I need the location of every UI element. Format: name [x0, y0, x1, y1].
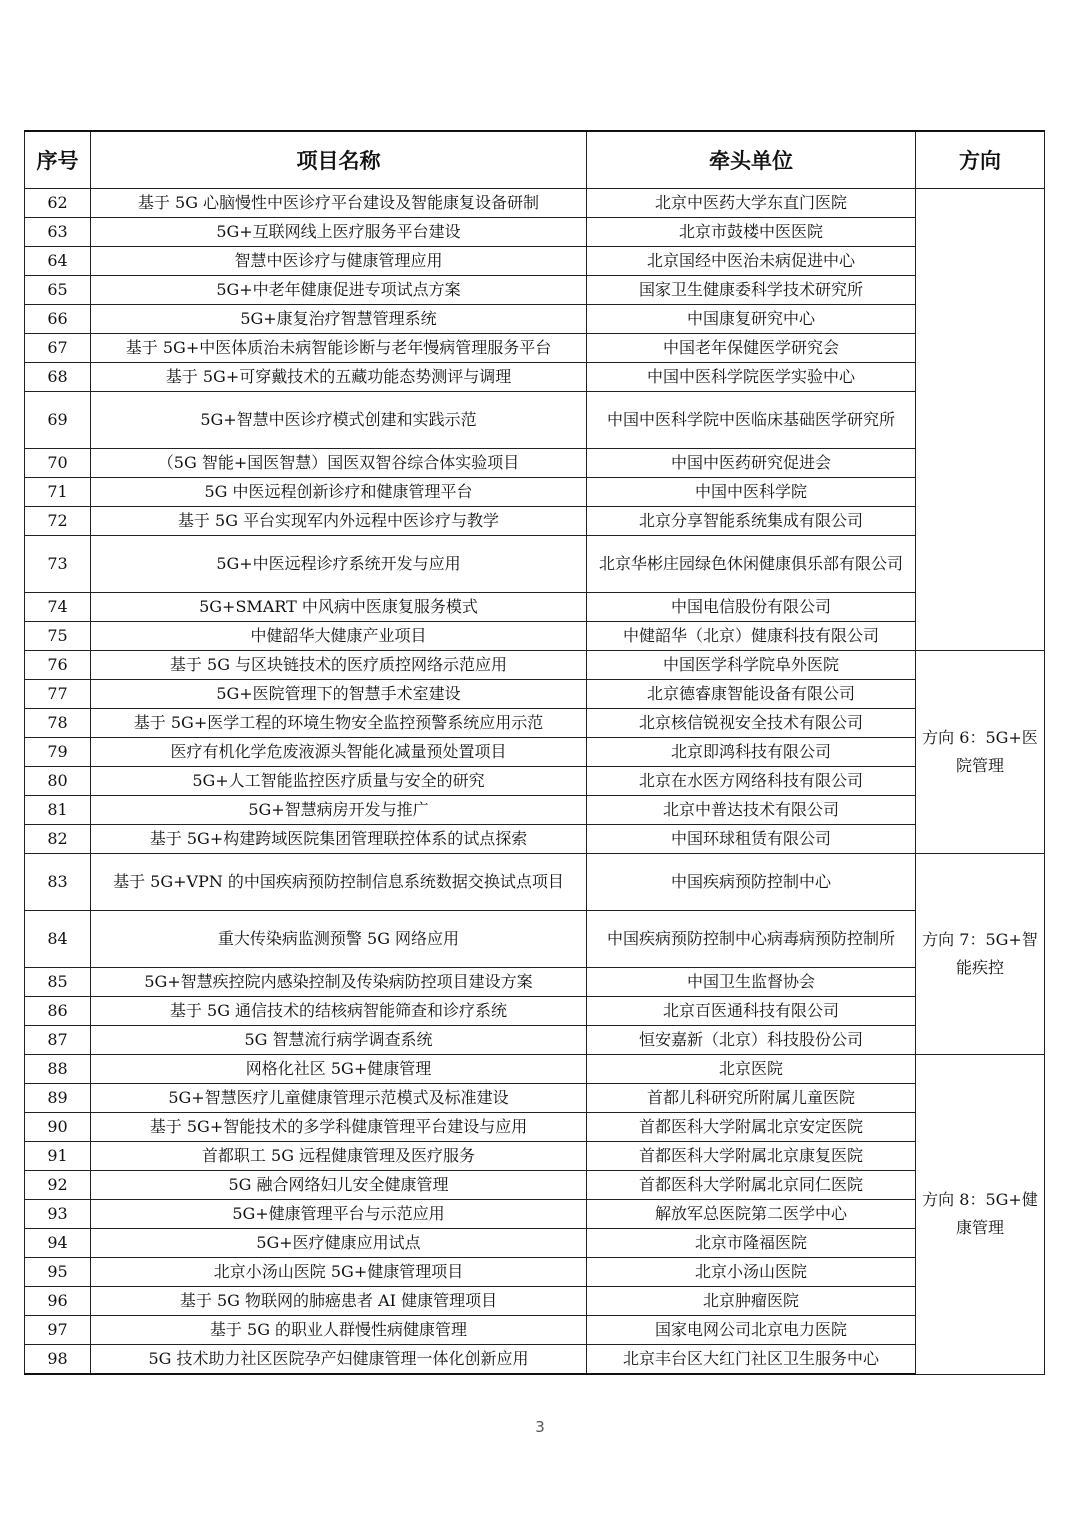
lead-unit: 北京中医药大学东直门医院: [587, 189, 916, 218]
table-row: [25, 767, 1045, 796]
table-row: [25, 276, 1045, 305]
lead-unit: 国家卫生健康委科学技术研究所: [587, 276, 916, 305]
project-name: 5G 智慧流行病学调查系统: [91, 1026, 587, 1055]
table-row: [25, 1113, 1045, 1142]
project-name: 5G+医院管理下的智慧手术室建设: [91, 680, 587, 709]
row-number: 98: [25, 1345, 91, 1375]
lead-unit: 中国中医科学院医学实验中心: [587, 363, 916, 392]
lead-unit: 北京市隆福医院: [587, 1229, 916, 1258]
project-table: [24, 130, 1045, 1375]
row-number: 69: [25, 392, 91, 449]
lead-unit: 北京核信锐视安全技术有限公司: [587, 709, 916, 738]
header-unit: 牵头单位: [587, 131, 916, 189]
direction-cell: 方向 6：5G+医院管理: [916, 651, 1045, 854]
row-number: 96: [25, 1287, 91, 1316]
row-number: 95: [25, 1258, 91, 1287]
row-number: 71: [25, 478, 91, 507]
lead-unit: 中国电信股份有限公司: [587, 593, 916, 622]
project-name: 5G+康复治疗智慧管理系统: [91, 305, 587, 334]
project-name: 基于 5G+VPN 的中国疾病预防控制信息系统数据交换试点项目: [91, 854, 587, 911]
project-name: 5G+智慧病房开发与推广: [91, 796, 587, 825]
table-row: [25, 1229, 1045, 1258]
project-name: 基于 5G+构建跨域医院集团管理联控体系的试点探索: [91, 825, 587, 854]
lead-unit: 中国康复研究中心: [587, 305, 916, 334]
header-name: 项目名称: [91, 131, 587, 189]
table-row: [25, 1084, 1045, 1113]
row-number: 70: [25, 449, 91, 478]
row-number: 91: [25, 1142, 91, 1171]
row-number: 68: [25, 363, 91, 392]
project-name: 5G+中老年健康促进专项试点方案: [91, 276, 587, 305]
table-header-row: [25, 131, 1045, 189]
lead-unit: 北京在水医方网络科技有限公司: [587, 767, 916, 796]
row-number: 65: [25, 276, 91, 305]
project-name: 基于 5G+智能技术的多学科健康管理平台建设与应用: [91, 1113, 587, 1142]
row-number: 73: [25, 536, 91, 593]
project-name: 5G+智慧医疗儿童健康管理示范模式及标准建设: [91, 1084, 587, 1113]
row-number: 63: [25, 218, 91, 247]
lead-unit: 中国环球租赁有限公司: [587, 825, 916, 854]
table-row: [25, 363, 1045, 392]
project-name: 5G+互联网线上医疗服务平台建设: [91, 218, 587, 247]
lead-unit: 中国老年保健医学研究会: [587, 334, 916, 363]
row-number: 77: [25, 680, 91, 709]
row-number: 93: [25, 1200, 91, 1229]
table-row: [25, 680, 1045, 709]
project-name: 基于 5G 与区块链技术的医疗质控网络示范应用: [91, 651, 587, 680]
row-number: 81: [25, 796, 91, 825]
table-row: [25, 622, 1045, 651]
table-row: [25, 305, 1045, 334]
table-row: [25, 796, 1045, 825]
project-name: 医疗有机化学危废液源头智能化减量预处置项目: [91, 738, 587, 767]
lead-unit: 北京市鼓楼中医医院: [587, 218, 916, 247]
table-row: [25, 392, 1045, 449]
lead-unit: 北京华彬庄园绿色休闲健康俱乐部有限公司: [587, 536, 916, 593]
table-row: [25, 449, 1045, 478]
table-row: [25, 1287, 1045, 1316]
row-number: 80: [25, 767, 91, 796]
row-number: 62: [25, 189, 91, 218]
table-row: [25, 1026, 1045, 1055]
table-row: [25, 997, 1045, 1026]
row-number: 67: [25, 334, 91, 363]
row-number: 66: [25, 305, 91, 334]
table-row: [25, 651, 1045, 680]
project-name: 基于 5G 的职业人群慢性病健康管理: [91, 1316, 587, 1345]
table-row: [25, 1142, 1045, 1171]
project-name: 智慧中医诊疗与健康管理应用: [91, 247, 587, 276]
project-name: 5G 中医远程创新诊疗和健康管理平台: [91, 478, 587, 507]
header-no: 序号: [25, 131, 91, 189]
project-name: 5G 技术助力社区医院孕产妇健康管理一体化创新应用: [91, 1345, 587, 1375]
header-direction: 方向: [916, 131, 1045, 189]
project-name: 5G+智慧疾控院内感染控制及传染病防控项目建设方案: [91, 968, 587, 997]
table-row: [25, 825, 1045, 854]
project-name: 中健韶华大健康产业项目: [91, 622, 587, 651]
project-name: 5G+医疗健康应用试点: [91, 1229, 587, 1258]
project-name: 5G+人工智能监控医疗质量与安全的研究: [91, 767, 587, 796]
row-number: 64: [25, 247, 91, 276]
table-row: [25, 1055, 1045, 1084]
lead-unit: 中国卫生监督协会: [587, 968, 916, 997]
project-name: 首都职工 5G 远程健康管理及医疗服务: [91, 1142, 587, 1171]
lead-unit: 北京国经中医治未病促进中心: [587, 247, 916, 276]
row-number: 92: [25, 1171, 91, 1200]
project-name: 基于 5G 平台实现军内外远程中医诊疗与教学: [91, 507, 587, 536]
project-name: 北京小汤山医院 5G+健康管理项目: [91, 1258, 587, 1287]
lead-unit: 中国疾病预防控制中心: [587, 854, 916, 911]
project-name: 5G+SMART 中风病中医康复服务模式: [91, 593, 587, 622]
row-number: 78: [25, 709, 91, 738]
table-row: [25, 189, 1045, 218]
row-number: 90: [25, 1113, 91, 1142]
direction-cell: 方向 8：5G+健康管理: [916, 1055, 1045, 1375]
lead-unit: 北京医院: [587, 1055, 916, 1084]
table-row: [25, 709, 1045, 738]
lead-unit: 北京中普达技术有限公司: [587, 796, 916, 825]
lead-unit: 北京丰台区大红门社区卫生服务中心: [587, 1345, 916, 1375]
lead-unit: 首都儿科研究所附属儿童医院: [587, 1084, 916, 1113]
table-row: [25, 1171, 1045, 1200]
table-row: [25, 911, 1045, 968]
lead-unit: 解放军总医院第二医学中心: [587, 1200, 916, 1229]
table-row: [25, 1345, 1045, 1375]
row-number: 88: [25, 1055, 91, 1084]
lead-unit: 北京小汤山医院: [587, 1258, 916, 1287]
project-name: 5G+中医远程诊疗系统开发与应用: [91, 536, 587, 593]
project-name: 网格化社区 5G+健康管理: [91, 1055, 587, 1084]
lead-unit: 首都医科大学附属北京安定医院: [587, 1113, 916, 1142]
lead-unit: 中国医学科学院阜外医院: [587, 651, 916, 680]
table-row: [25, 247, 1045, 276]
table-row: [25, 536, 1045, 593]
lead-unit: 恒安嘉新（北京）科技股份公司: [587, 1026, 916, 1055]
row-number: 72: [25, 507, 91, 536]
lead-unit: 国家电网公司北京电力医院: [587, 1316, 916, 1345]
lead-unit: 北京即鸿科技有限公司: [587, 738, 916, 767]
lead-unit: 首都医科大学附属北京康复医院: [587, 1142, 916, 1171]
table-row: [25, 1258, 1045, 1287]
lead-unit: 中国中医科学院: [587, 478, 916, 507]
row-number: 83: [25, 854, 91, 911]
direction-cell: [916, 189, 1045, 651]
row-number: 82: [25, 825, 91, 854]
table-row: [25, 968, 1045, 997]
project-name: （5G 智能+国医智慧）国医双智谷综合体实验项目: [91, 449, 587, 478]
project-name: 基于 5G+中医体质治未病智能诊断与老年慢病管理服务平台: [91, 334, 587, 363]
row-number: 85: [25, 968, 91, 997]
project-name: 基于 5G 心脑慢性中医诊疗平台建设及智能康复设备研制: [91, 189, 587, 218]
direction-cell: 方向 7：5G+智能疾控: [916, 854, 1045, 1055]
lead-unit: 北京分享智能系统集成有限公司: [587, 507, 916, 536]
table-row: [25, 507, 1045, 536]
table-row: [25, 854, 1045, 911]
table-body: [25, 189, 1045, 1375]
row-number: 79: [25, 738, 91, 767]
lead-unit: 中国中医科学院中医临床基础医学研究所: [587, 392, 916, 449]
project-name: 5G+智慧中医诊疗模式创建和实践示范: [91, 392, 587, 449]
lead-unit: 首都医科大学附属北京同仁医院: [587, 1171, 916, 1200]
project-name: 重大传染病监测预警 5G 网络应用: [91, 911, 587, 968]
row-number: 86: [25, 997, 91, 1026]
project-name: 5G 融合网络妇儿安全健康管理: [91, 1171, 587, 1200]
project-name: 基于 5G+可穿戴技术的五藏功能态势测评与调理: [91, 363, 587, 392]
table-row: [25, 1200, 1045, 1229]
table-row: [25, 334, 1045, 363]
project-name: 5G+健康管理平台与示范应用: [91, 1200, 587, 1229]
row-number: 87: [25, 1026, 91, 1055]
project-name: 基于 5G+医学工程的环境生物安全监控预警系统应用示范: [91, 709, 587, 738]
row-number: 74: [25, 593, 91, 622]
lead-unit: 中国中医药研究促进会: [587, 449, 916, 478]
row-number: 97: [25, 1316, 91, 1345]
lead-unit: 中健韶华（北京）健康科技有限公司: [587, 622, 916, 651]
row-number: 94: [25, 1229, 91, 1258]
table-row: [25, 1316, 1045, 1345]
project-name: 基于 5G 通信技术的结核病智能筛查和诊疗系统: [91, 997, 587, 1026]
lead-unit: 北京肿瘤医院: [587, 1287, 916, 1316]
row-number: 89: [25, 1084, 91, 1113]
lead-unit: 中国疾病预防控制中心病毒病预防控制所: [587, 911, 916, 968]
project-name: 基于 5G 物联网的肺癌患者 AI 健康管理项目: [91, 1287, 587, 1316]
row-number: 76: [25, 651, 91, 680]
lead-unit: 北京百医通科技有限公司: [587, 997, 916, 1026]
page-number: 3: [535, 1418, 545, 1436]
table-row: [25, 738, 1045, 767]
row-number: 84: [25, 911, 91, 968]
table-row: [25, 478, 1045, 507]
row-number: 75: [25, 622, 91, 651]
table-row: [25, 218, 1045, 247]
table-row: [25, 593, 1045, 622]
lead-unit: 北京德睿康智能设备有限公司: [587, 680, 916, 709]
